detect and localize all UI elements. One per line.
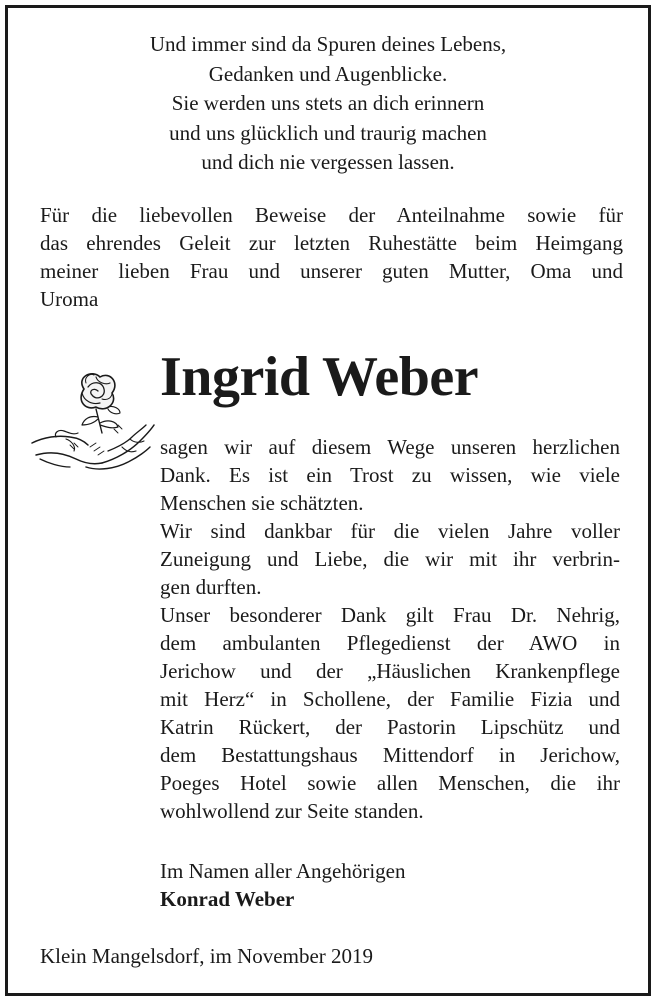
intro-line: meiner lieben Frau und unserer guten Mutter, Oma und	[40, 259, 623, 283]
thanks-line: Wir sind dankbar für die vielen Jahre voller	[160, 519, 620, 543]
place-date: Klein Mangelsdorf, im November 2019	[40, 944, 374, 968]
thanks-line: wohlwollend zur Seite standen.	[160, 799, 424, 823]
closing-phrase: Im Namen aller Angehörigen	[160, 859, 406, 883]
thanks-line: Zuneigung und Liebe, die wir mit ihr verbrin-	[160, 547, 620, 571]
thanks-line: dem ambulanten Pflegedienst der AWO in	[160, 631, 620, 655]
thanks-line: dem Bestattungshaus Mittendorf in Jerichow,	[160, 743, 620, 767]
poem-line: Gedanken und Augenblicke.	[208, 61, 448, 86]
poem-line: und uns glücklich und traurig machen	[169, 120, 487, 145]
signature: Konrad Weber	[160, 887, 295, 911]
thanks-line: mit Herz“ in Schollene, der Familie Fizia und	[160, 687, 620, 711]
poem-line: und dich nie vergessen lassen.	[201, 150, 455, 174]
poem	[8, 30, 648, 178]
thanks-line: Poeges Hotel sowie allen Menschen, die ihr	[160, 771, 620, 795]
thanks-line: Unser besonderer Dank gilt Frau Dr. Nehrig,	[160, 603, 620, 627]
thanks-paragraph	[160, 433, 620, 825]
deceased-name: Ingrid Weber	[160, 346, 479, 408]
intro-line: Uroma	[40, 287, 99, 311]
obituary-frame	[5, 5, 651, 996]
thanks-line: gen durften.	[160, 575, 262, 599]
poem-line: Und immer sind da Spuren deines Lebens,	[149, 32, 507, 56]
thanks-line: Dank. Es ist ein Trost zu wissen, wie viele	[160, 463, 620, 487]
intro-line: das ehrendes Geleit zur letzten Ruhestätte beim Heimgang	[40, 231, 623, 255]
closing-block	[160, 857, 406, 913]
intro-line: Für die liebevollen Beweise der Anteilnahme sowie für	[40, 203, 623, 227]
intro-paragraph	[40, 201, 623, 313]
thanks-line: Menschen sie schätzten.	[160, 491, 364, 515]
thanks-line: Jerichow und der „Häuslichen Krankenpflege	[160, 659, 620, 683]
thanks-line: Katrin Rückert, der Pastorin Lipschütz und	[160, 715, 620, 739]
poem-line: Sie werden uns stets an dich erinnern	[171, 91, 485, 115]
thanks-line: sagen wir auf diesem Wege unseren herzlichen	[160, 435, 620, 459]
rose-in-hands-icon	[26, 363, 156, 473]
